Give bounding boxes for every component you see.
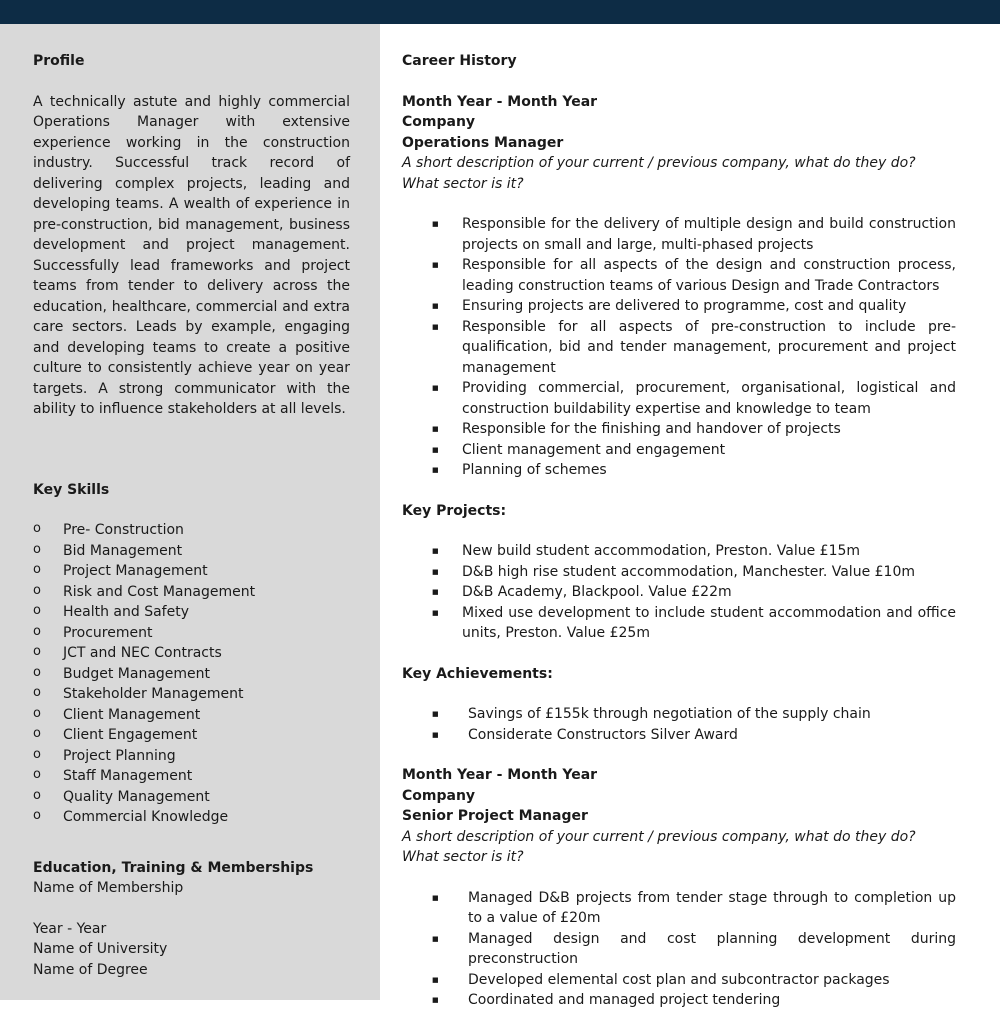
list-item: ■ Considerate Constructors Silver Award — [402, 725, 956, 746]
degree-name: Name of Degree — [33, 961, 148, 978]
skill-item: o JCT and NEC Contracts — [33, 643, 350, 664]
main-content — [402, 51, 956, 1011]
job1-dates: Month Year - Month Year — [402, 93, 598, 110]
skill-item: o Health and Safety — [33, 602, 350, 623]
list-item: ■ Planning of schemes — [402, 460, 956, 481]
list-item: ■ Savings of £155k through negotiation of the supply chain — [402, 704, 956, 725]
membership-name: Name of Membership — [33, 880, 184, 896]
skills-heading: Key Skills — [33, 481, 110, 498]
achievements-heading: Key Achievements: — [402, 665, 553, 682]
skill-item: o Project Management — [33, 561, 350, 582]
job1-description: A short description of your current / previous company, what do they do? What sector is it? — [402, 155, 916, 192]
achievements-list — [402, 704, 956, 745]
education-years: Year - Year — [33, 920, 107, 937]
job1-company: Company — [402, 114, 476, 130]
skills-list — [33, 520, 350, 828]
job2-company: Company — [402, 787, 476, 804]
skill-item: o Risk and Cost Management — [33, 582, 350, 603]
skill-item: o Commercial Knowledge — [33, 807, 350, 828]
skill-item: o Procurement — [33, 623, 350, 644]
list-item: ■ Coordinated and managed project tendering — [402, 990, 956, 1011]
job2-description: A short description of your current / previous company, what do they do? What sector is it? — [402, 828, 916, 865]
skill-item: o Staff Management — [33, 766, 350, 787]
projects-list — [402, 541, 956, 644]
skill-item: o Quality Management — [33, 787, 350, 808]
list-item: ■ Mixed use development to include student accommodation and office units, Preston. Value £25m — [402, 603, 956, 644]
job2-bullets — [402, 888, 956, 1011]
list-item: ■ Responsible for the delivery of multiple design and build construction projects on small and large, multi-phased projects — [402, 214, 956, 255]
skill-item: o Client Engagement — [33, 725, 350, 746]
job2-dates: Month Year - Month Year — [402, 767, 598, 783]
sidebar-content — [33, 51, 350, 980]
projects-heading: Key Projects: — [402, 502, 507, 519]
education-heading: Education, Training & Memberships — [33, 859, 314, 876]
skill-item: o Pre- Construction — [33, 520, 350, 541]
list-item: ■ Responsible for all aspects of the design and construction process, leading construction teams of various Design and Trade Contractors — [402, 255, 956, 296]
list-item: ■ Managed D&B projects from tender stage through to completion up to a value of £20m — [402, 888, 956, 929]
list-item: ■ Responsible for the finishing and handover of projects — [402, 419, 956, 440]
list-item: ■ New build student accommodation, Preston. Value £15m — [402, 541, 956, 562]
list-item: ■ D&B high rise student accommodation, Manchester. Value £10m — [402, 562, 956, 583]
job2-title: Senior Project Manager — [402, 808, 588, 824]
job1-bullets — [402, 214, 956, 481]
header-bar — [0, 0, 1000, 24]
list-item: ■ Client management and engagement — [402, 440, 956, 461]
profile-heading: Profile — [33, 53, 85, 69]
list-item: ■ Providing commercial, procurement, organisational, logistical and construction buildability expertise and knowledge to team — [402, 378, 956, 419]
career-heading: Career History — [402, 53, 517, 69]
skill-item: o Stakeholder Management — [33, 684, 350, 705]
university-name: Name of University — [33, 941, 168, 957]
list-item: ■ Developed elemental cost plan and subcontractor packages — [402, 970, 956, 991]
skill-item: o Budget Management — [33, 664, 350, 685]
list-item: ■ D&B Academy, Blackpool. Value £22m — [402, 582, 956, 603]
profile-text: A technically astute and highly commercial Operations Manager with extensive experience working in the construction industry. Successful track record of delivering complex projects, leading and developing teams. A wealth of experience in pre-construction, bid management, business development and project management. Successfully lead frameworks and project teams from tender to delivery across the education, healthcare, commercial and extra care sectors. Leads by example, engaging and developing teams to create a positive culture to consistently achieve year on year targets. A strong communicator with the ability to influence stakeholders at all levels. — [33, 93, 350, 417]
list-item: ■ Responsible for all aspects of pre-construction to include pre-qualification, bid and tender management, procurement and project management — [402, 317, 956, 379]
list-item: ■ Ensuring projects are delivered to programme, cost and quality — [402, 296, 956, 317]
list-item: ■ Managed design and cost planning development during preconstruction — [402, 929, 956, 970]
skill-item: o Client Management — [33, 705, 350, 726]
job1-title: Operations Manager — [402, 134, 564, 151]
skill-item: o Bid Management — [33, 541, 350, 562]
skill-item: o Project Planning — [33, 746, 350, 767]
